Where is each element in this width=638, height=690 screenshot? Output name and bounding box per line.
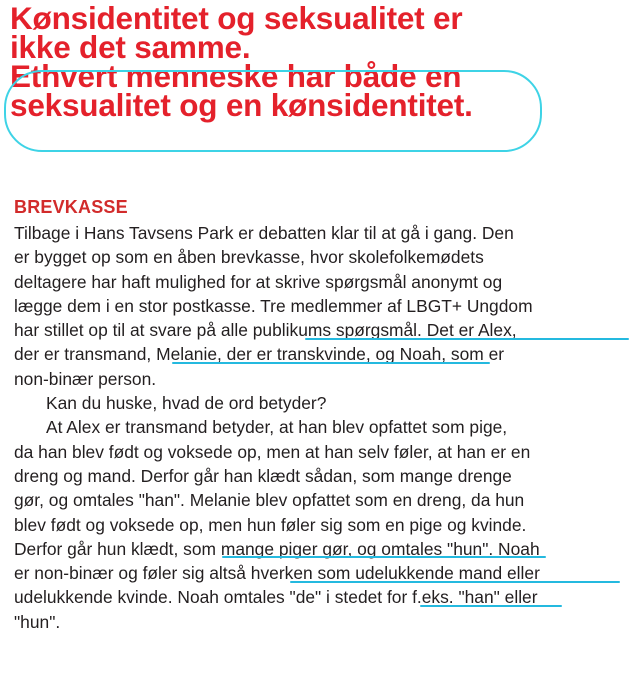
body-line: Tilbage i Hans Tavsens Park er debatten klar til at gå i gang. Den bbox=[14, 223, 514, 243]
body-line: non-binær person. bbox=[14, 368, 157, 389]
body-line: er bygget op som en åben brevkasse, hvor skolefolkemødets bbox=[14, 247, 484, 268]
body-text bbox=[14, 221, 634, 634]
body-line: blev født og voksede op, men hun føler sig som en pige og kvinde. bbox=[14, 514, 527, 535]
underline-annotation bbox=[420, 605, 562, 607]
underline-annotation bbox=[305, 338, 629, 340]
body-line: "hun". bbox=[14, 611, 61, 632]
body-line: dreng og mand. Derfor går han klædt sådan, som mange drenge bbox=[14, 465, 512, 486]
body-line: er non-binær og føler sig altså hverken som udelukkende mand eller bbox=[14, 563, 540, 584]
body-line: da han blev født og voksede op, men at han selv føler, at han er en bbox=[14, 441, 531, 462]
body-line: udelukkende kvinde. Noah omtales "de" i stedet for f.eks. "han" eller bbox=[14, 587, 538, 608]
body-line: Derfor går hun klædt, som mange piger gør, og omtales "hun". Noah bbox=[14, 538, 540, 559]
body-line: har stillet op til at svare på alle publikums spørgsmål. Det er Alex, bbox=[14, 320, 517, 341]
body-line: deltagere har haft mulighed for at skrive spørgsmål anonymt og bbox=[14, 271, 503, 292]
body-line: gør, og omtales "han". Melanie blev opfattet som en dreng, da hun bbox=[14, 490, 525, 511]
body-line: At Alex er transmand betyder, at han blev opfattet som pige, bbox=[46, 417, 508, 438]
body-line: der er transmand, Melanie, der er transkvinde, og Noah, som er bbox=[14, 344, 505, 365]
underline-annotation bbox=[290, 581, 620, 583]
headline-line: seksualitet og en kønsidentitet. bbox=[10, 87, 473, 123]
headline-line: ikke det samme. bbox=[10, 29, 251, 65]
highlight-annotation bbox=[4, 70, 542, 152]
underline-annotation bbox=[222, 556, 546, 558]
underline-annotation bbox=[172, 362, 490, 364]
body-line: lægge dem i en stor postkasse. Tre medlemmer af LBGT+ Ungdom bbox=[14, 295, 533, 316]
headline-line: Ethvert menneske har både en bbox=[10, 58, 462, 94]
headline-line: Kønsidentitet og seksualitet er bbox=[10, 0, 463, 36]
section-title: BREVKASSE bbox=[14, 197, 128, 217]
body-line: Kan du huske, hvad de ord betyder? bbox=[46, 393, 327, 414]
